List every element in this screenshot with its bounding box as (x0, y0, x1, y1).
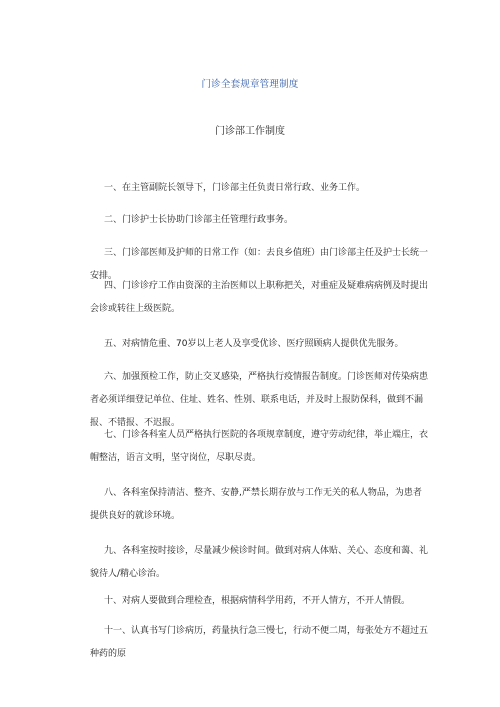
paragraph-text: 三、门诊部医师及护师的日常工作（如：去良乡值班）由门诊部主任及护士长统一安排。 (90, 248, 429, 281)
paragraph-text: 十、对病人要做到合理检查，根据病情科学用药，不开人情方，不开人情假。 (104, 596, 411, 606)
paragraph-text: 六、加强预检工作，防止交叉感染，严格执行疫情报告制度。门诊医师对传染病患者必须详细登记单位、住址、姓名、性别、联系电话，并及时上报防保科，做到不漏报、不错报、不迟报。 (90, 372, 429, 428)
paragraph-text: 九、各科室按时接诊，尽量减少候诊时间。做到对病人体贴、关心、态度和蔼、礼貌待人/精心诊治。 (90, 546, 429, 579)
paragraph (90, 482, 430, 528)
paragraph-text: 一、在主管副院长领导下，门诊部主任负责日常行政、业务工作。 (104, 183, 366, 193)
paragraph (90, 540, 430, 586)
paragraph (90, 620, 430, 666)
document-title: 门诊全套规章管理制度 (201, 79, 299, 90)
section-title: 门诊部工作制度 (215, 126, 285, 137)
paragraph-text: 八、各科室保持清洁、整齐、安静,严禁长期存放与工作无关的私人物品，为患者提供良好的就诊环境。 (90, 488, 422, 521)
paragraph-text: 四、门诊诊疗工作由资深的主治医师以上职称把关，对重症及疑难病病例及时提出会诊或转往上级医院。 (90, 281, 429, 314)
paragraph-text: 十一、认真书写门诊病历，药量执行急三慢七，行动不便二周，每张处方不超过五种药的原 (90, 626, 429, 659)
paragraph-text: 二、门诊护士长协助门诊部主任管理行政事务。 (104, 215, 294, 225)
paragraph (90, 209, 430, 232)
paragraph-text: 五、对病情危重、70岁以上老人及享受优诊、医疗照顾病人提供优先服务。 (104, 339, 404, 349)
paragraph (90, 590, 430, 613)
paragraph (90, 275, 430, 321)
paragraph (90, 333, 430, 356)
paragraph-text: 七、门诊各科室人员严格执行医院的各项规章制度，遵守劳动纪律，举止端庄，衣帽整洁，语言文明，坚守岗位，尽职尽责。 (90, 430, 429, 463)
paragraph (90, 424, 430, 470)
paragraph (90, 177, 430, 200)
